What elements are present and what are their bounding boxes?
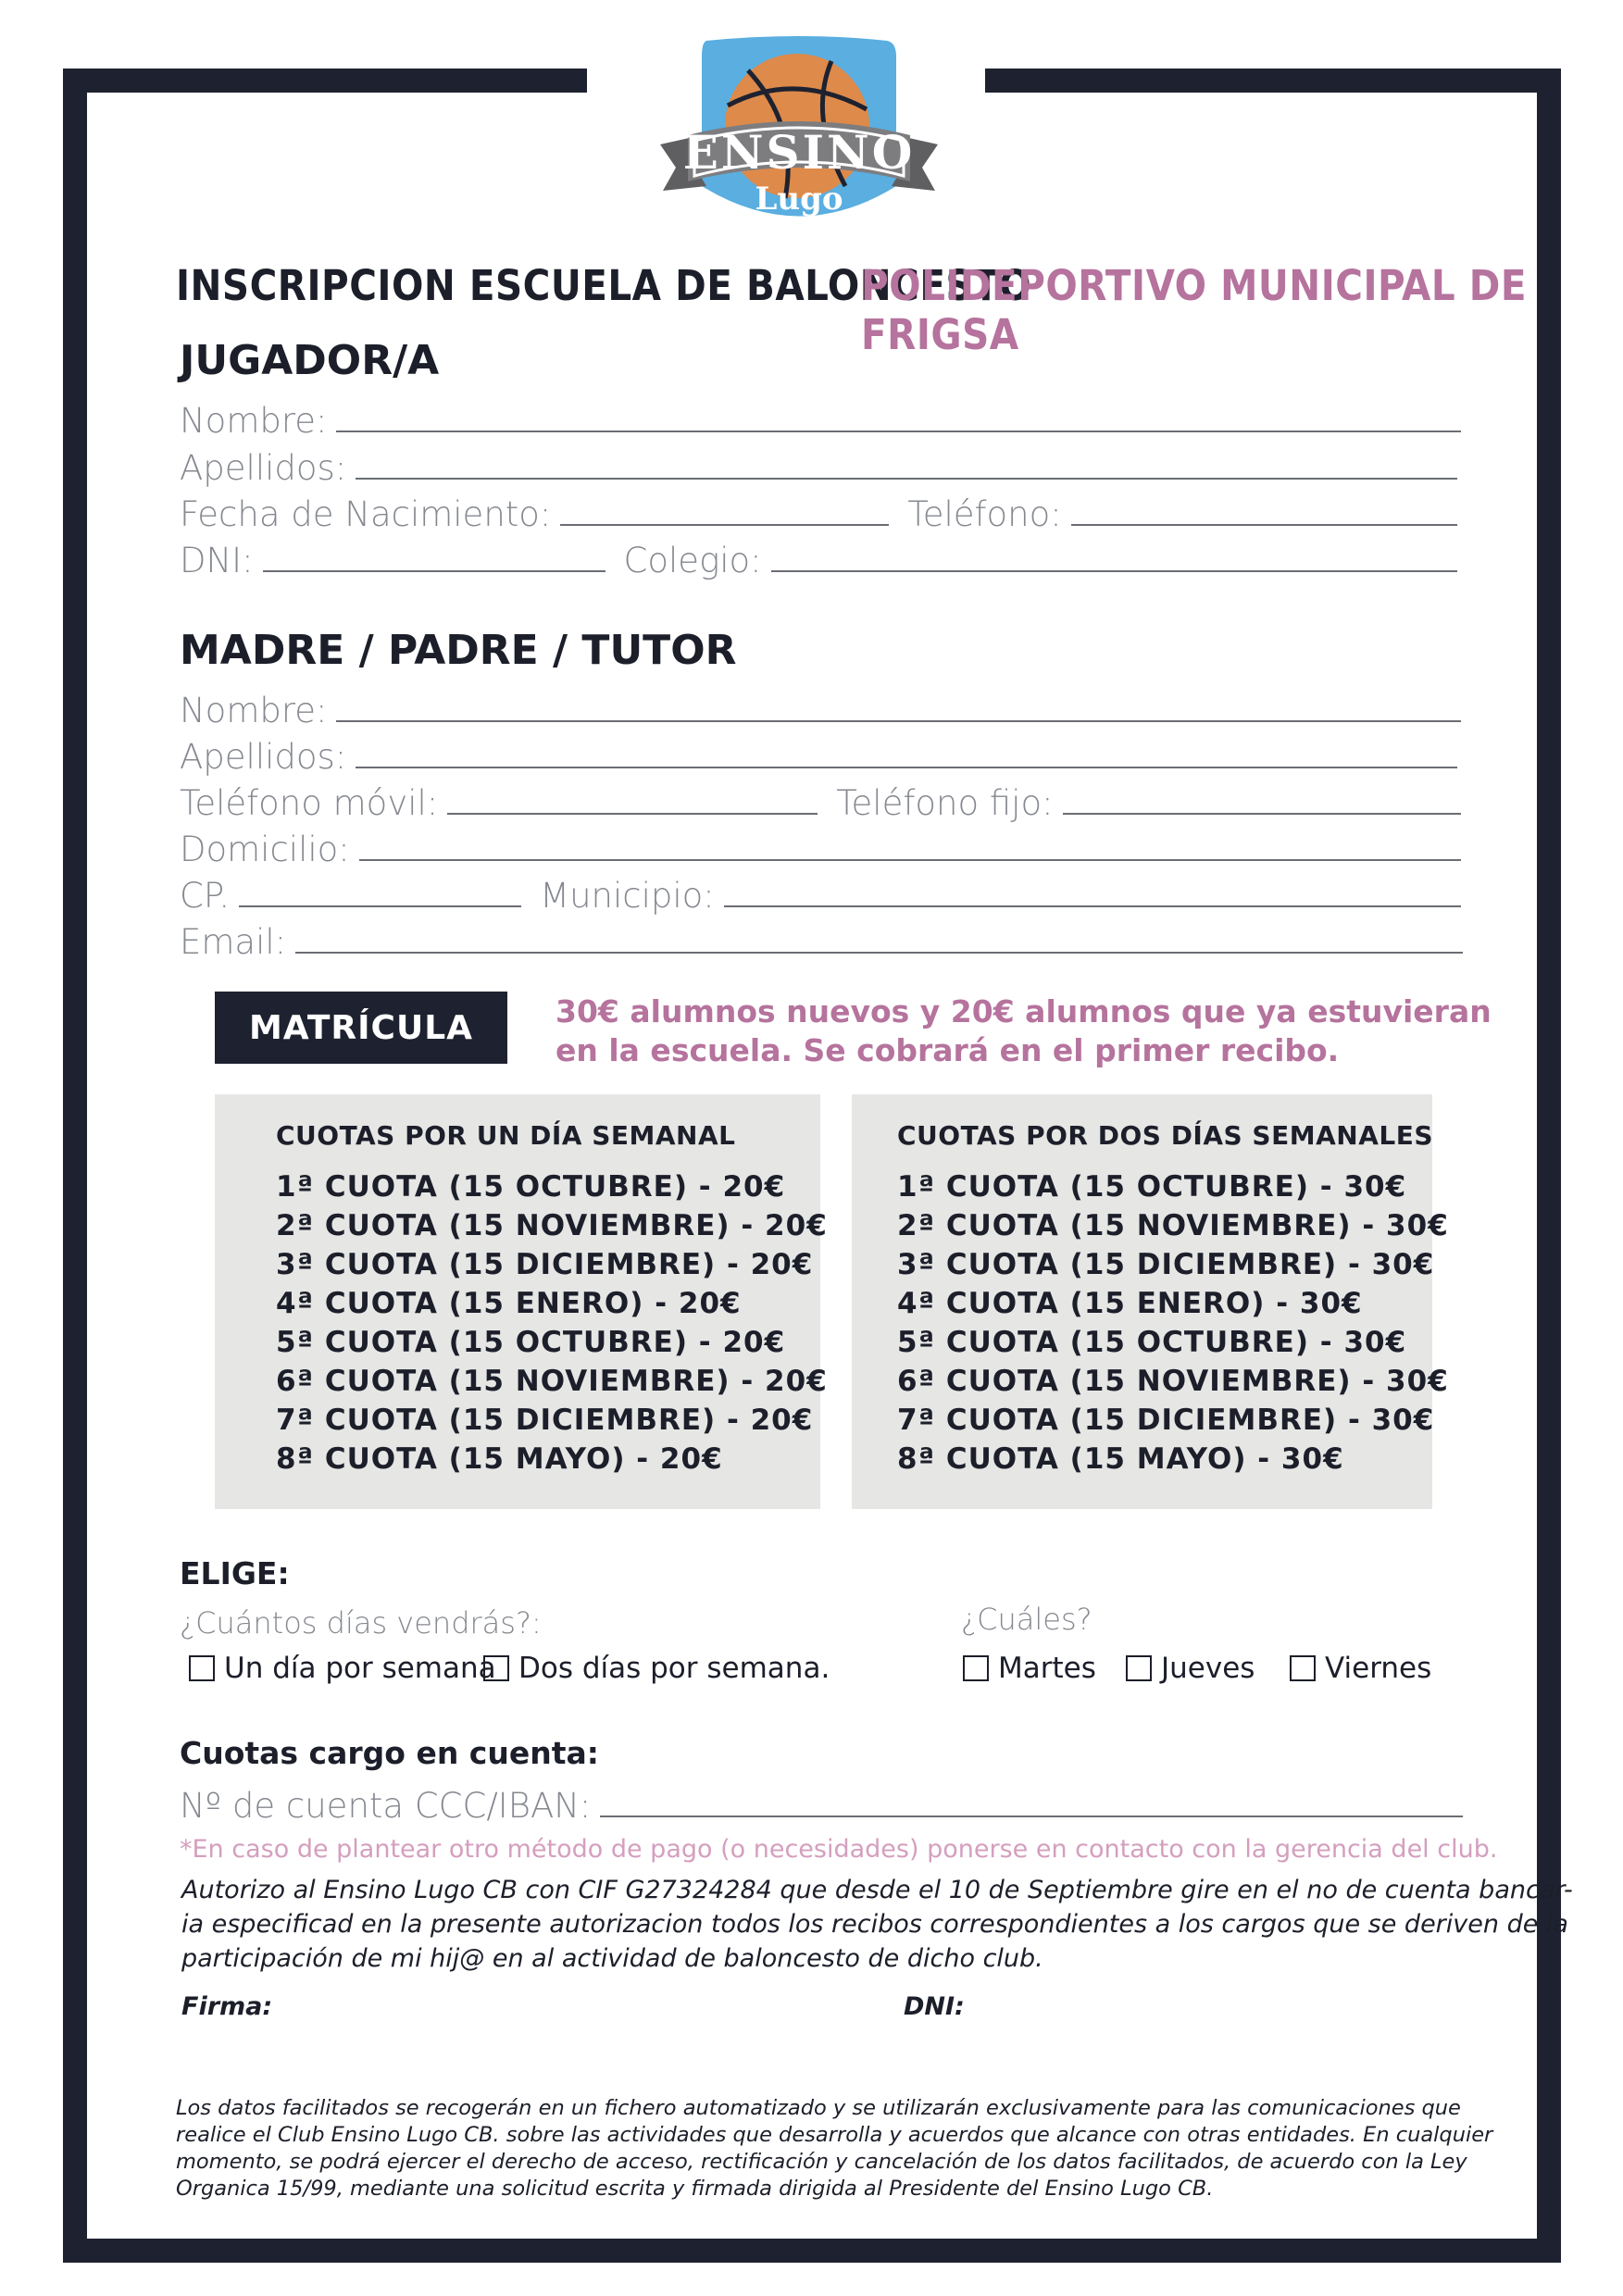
- privacy-line-1: Los datos facilitados se recogerán en un fichero automatizado y se utilizarán exclusivamente para las comunicaciones que: [176, 2096, 1461, 2120]
- frame-top-left: [63, 69, 587, 93]
- input-line[interactable]: [336, 430, 1461, 432]
- fee-item: 1ª CUOTA (15 OCTUBRE) - 30€: [897, 1170, 1407, 1204]
- checkbox[interactable]: [1290, 1655, 1316, 1681]
- fee-item: 2ª CUOTA (15 NOVIEMBRE) - 30€: [897, 1209, 1449, 1242]
- guardian-heading: MADRE / PADRE / TUTOR: [180, 627, 737, 674]
- fee-item: 1ª CUOTA (15 OCTUBRE) - 20€: [276, 1170, 786, 1204]
- label: Teléfono fijo:: [836, 783, 1054, 823]
- auth-line-1: Autorizo al Ensino Lugo CB con CIF G27324284 que desde el 10 de Septiembre gire en el no de cuenta bancar-: [181, 1876, 1573, 1904]
- choose-heading: ELIGE:: [180, 1555, 290, 1591]
- option-jueves[interactable]: [1126, 1652, 1255, 1685]
- input-line[interactable]: [295, 952, 1463, 954]
- label: Municipio:: [540, 876, 715, 916]
- label: CP.: [180, 876, 231, 916]
- fee-item: 3ª CUOTA (15 DICIEMBRE) - 30€: [897, 1248, 1435, 1281]
- fee-item: 8ª CUOTA (15 MAYO) - 30€: [897, 1442, 1344, 1476]
- checkbox[interactable]: [963, 1655, 989, 1681]
- checkbox[interactable]: [483, 1655, 509, 1681]
- mobile-line[interactable]: [447, 813, 818, 815]
- privacy-line-3: momento, se podrá ejercer el derecho de acceso, rectificación y cancelación de los datos facilitados, de acuerdo con la Ley: [176, 2150, 1467, 2174]
- tuition-label-box: [215, 992, 507, 1064]
- fees-two-days-title: CUOTAS POR DOS DÍAS SEMANALES: [897, 1120, 1433, 1151]
- auth-line-2: ia especificad en la presente autorizacion todos los recibos correspondientes a los cargos que se deriven de la: [181, 1910, 1568, 1939]
- fee-item: 4ª CUOTA (15 ENERO) - 20€: [276, 1287, 742, 1320]
- fee-item: 4ª CUOTA (15 ENERO) - 30€: [897, 1287, 1363, 1320]
- checkbox[interactable]: [1126, 1655, 1152, 1681]
- input-line[interactable]: [336, 720, 1461, 722]
- which-days-question: ¿Cuáles?: [961, 1602, 1092, 1637]
- player-nombre-field[interactable]: [180, 394, 1461, 441]
- school-line[interactable]: [771, 570, 1457, 572]
- signer-dni-label: DNI:: [904, 1992, 965, 2021]
- fee-item: 5ª CUOTA (15 OCTUBRE) - 30€: [897, 1326, 1407, 1359]
- tuition-note-line2: en la escuela. Se cobrará en el primer recibo.: [556, 1032, 1340, 1068]
- tuition-label: MATRÍCULA: [248, 1008, 473, 1047]
- option-label: Viernes: [1325, 1652, 1432, 1685]
- fee-item: 8ª CUOTA (15 MAYO) - 20€: [276, 1442, 723, 1476]
- cp-line[interactable]: [239, 905, 521, 907]
- club-logo: [637, 33, 961, 231]
- privacy-line-4: Organica 15/99, mediante una solicitud escrita y firmada dirigida al Presidente del Ensino Lugo CB.: [176, 2177, 1214, 2201]
- input-line[interactable]: [356, 478, 1457, 480]
- landline-line[interactable]: [1063, 813, 1461, 815]
- label: DNI:: [180, 541, 254, 580]
- label: Domicilio:: [180, 830, 350, 869]
- label: Nº de cuenta CCC/IBAN:: [180, 1786, 592, 1826]
- logo-name: ENSINO: [682, 125, 916, 180]
- label: Fecha de Nacimiento:: [180, 494, 552, 534]
- label: Teléfono:: [907, 494, 1062, 534]
- input-line[interactable]: [600, 1816, 1463, 1817]
- option-two-days[interactable]: [483, 1652, 830, 1685]
- option-label: Jueves: [1161, 1652, 1255, 1685]
- guardian-cp-municipio-row: [180, 869, 1461, 916]
- player-apellidos-field[interactable]: [180, 442, 1457, 488]
- guardian-phones-row: [180, 777, 1461, 823]
- days-question: ¿Cuántos días vendrás?:: [180, 1605, 542, 1641]
- municipio-line[interactable]: [724, 905, 1461, 907]
- fee-item: 2ª CUOTA (15 NOVIEMBRE) - 20€: [276, 1209, 828, 1242]
- phone-line[interactable]: [1071, 524, 1457, 526]
- frame-bottom: [63, 2239, 1561, 2263]
- form-title: INSCRIPCION ESCUELA DE BALONCESTO: [176, 261, 1032, 310]
- fee-item: 6ª CUOTA (15 NOVIEMBRE) - 20€: [276, 1365, 828, 1398]
- label: Apellidos:: [180, 448, 347, 488]
- checkbox[interactable]: [189, 1655, 215, 1681]
- label: Nombre:: [180, 691, 328, 730]
- payment-heading: Cuotas cargo en cuenta:: [180, 1735, 599, 1771]
- label: Colegio:: [623, 541, 762, 580]
- fee-item: 7ª CUOTA (15 DICIEMBRE) - 30€: [897, 1404, 1435, 1437]
- tuition-note-line1: 30€ alumnos nuevos y 20€ alumnos que ya estuvieran: [556, 993, 1492, 1029]
- birthdate-line[interactable]: [560, 524, 889, 526]
- fees-one-day-title: CUOTAS POR UN DÍA SEMANAL: [276, 1120, 736, 1151]
- option-viernes[interactable]: [1290, 1652, 1431, 1685]
- label: Apellidos:: [180, 737, 347, 777]
- label: Teléfono móvil:: [180, 783, 439, 823]
- fee-item: 7ª CUOTA (15 DICIEMBRE) - 20€: [276, 1404, 814, 1437]
- player-heading: JUGADOR/A: [180, 337, 440, 384]
- account-field[interactable]: [180, 1779, 1463, 1826]
- option-one-day[interactable]: [189, 1652, 496, 1685]
- guardian-domicilio-field[interactable]: [180, 823, 1461, 869]
- option-label: Un día por semana: [224, 1652, 496, 1685]
- fee-item: 3ª CUOTA (15 DICIEMBRE) - 20€: [276, 1248, 814, 1281]
- fees-one-day-box: [215, 1094, 828, 1509]
- guardian-nombre-field[interactable]: [180, 684, 1461, 730]
- option-label: Martes: [998, 1652, 1096, 1685]
- guardian-email-field[interactable]: [180, 916, 1463, 962]
- option-label: Dos días por semana.: [518, 1652, 830, 1685]
- guardian-apellidos-field[interactable]: [180, 730, 1457, 777]
- dni-line[interactable]: [263, 570, 606, 572]
- privacy-line-2: realice el Club Ensino Lugo CB. sobre las actividades que desarrolla y acuerdos que alcance con otras entidades. En cualquier: [176, 2123, 1493, 2147]
- venue-title: POLIDEPORTIVO MUNICIPAL DE FRIGSA: [861, 261, 1528, 359]
- logo-city: Lugo: [755, 181, 843, 218]
- label: Email:: [180, 922, 287, 962]
- label: Nombre:: [180, 401, 328, 441]
- player-dni-school-row: [180, 534, 1457, 580]
- payment-note: *En caso de plantear otro método de pago (o necesidades) ponerse en contacto con la gerencia del club.: [180, 1835, 1498, 1864]
- fee-item: 5ª CUOTA (15 OCTUBRE) - 20€: [276, 1326, 786, 1359]
- player-birth-phone-row: [180, 488, 1457, 534]
- fees-two-days-box: [852, 1094, 1449, 1509]
- auth-line-3: participación de mi hij@ en al actividad de baloncesto de dicho club.: [181, 1944, 1043, 1973]
- frame-top-right: [985, 69, 1561, 93]
- input-line[interactable]: [359, 859, 1461, 861]
- fee-item: 6ª CUOTA (15 NOVIEMBRE) - 30€: [897, 1365, 1449, 1398]
- option-martes[interactable]: [963, 1652, 1096, 1685]
- frame-left: [63, 69, 87, 2263]
- signature-label: Firma:: [181, 1992, 273, 2021]
- input-line[interactable]: [356, 767, 1457, 768]
